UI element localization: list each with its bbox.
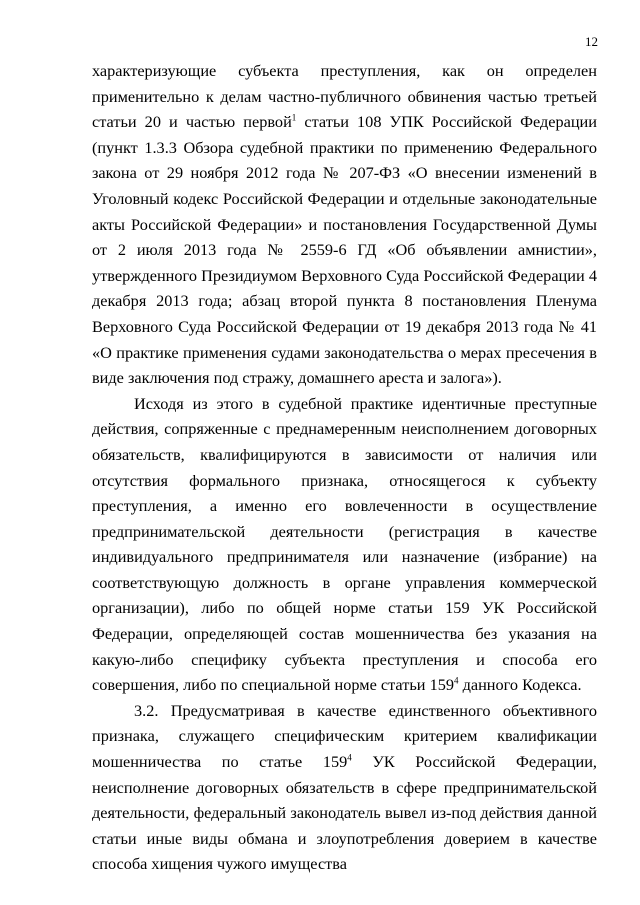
paragraph: [92, 391, 597, 698]
body-text: [92, 58, 597, 877]
superscript: 4: [347, 752, 352, 763]
paragraph: [92, 698, 597, 877]
paragraph-text: характеризующие субъекта преступления, как он определен применительно к делам частно-публичного обвинения частью третьей статьи 20 и частью первой: [92, 61, 597, 132]
superscript: 1: [291, 112, 297, 123]
paragraph-text: статьи 108 УПК Российской Федерации (пункт 1.3.3 Обзора судебной практики по применению Федерального закона от 29 ноября 2012 года № 207-ФЗ «О внесении изменений в Уголовный кодекс Российской Федерации и отдельные законодательные акты Российской Федерации» и постановления Государственной Думы от 2 июля 2013 года № 2559-6 ГД «Об объявлении амнистии», утвержденного Президиумом Верховного Суда Российской Федерации 4 декабря 2013 года; абзац второй пункта 8 постановления Пленума Верховного Суда Российской Федерации от 19 декабря 2013 года № 41 «О практике применения судами законодательства о мерах пресечения в виде заключения под стражу, домашнего ареста и залога»).: [92, 112, 597, 388]
paragraph-text: данного Кодекса.: [458, 675, 582, 695]
page-number: 12: [585, 34, 598, 49]
paragraph-text: 3.2. Предусматривая в качестве единственного объективного признака, служащего специфическим критерием квалификации мошенничества по статье 159: [92, 700, 597, 772]
superscript: 4: [454, 675, 459, 686]
paragraph-text: УК Российской Федерации, неисполнение договорных обязательств в сфере предпринимательской деятельности, федеральный законодатель вывел из-под действия данной статьи иные виды обмана и злоупотребления доверием в качестве способа хищения чужого имущества: [92, 752, 598, 874]
paragraph: [92, 58, 597, 391]
paragraph-text: Исходя из этого в судебной практике идентичные преступные действия, сопряженные с преднамеренным неисполнением договорных обязательств, квалифицируются в зависимости от наличия или отсутствия формального признака, относящегося к субъекту преступления, а именно его вовлеченности в осуществление предпринимательской деятельности (регистрация в качестве индивидуального предпринимателя или назначение (избрание) на соответствующую должность в органе управления коммерческой организации), либо по общей норме статьи 159 УК Российской Федерации, определяющей состав мошенничества без указания на какую-либо специфику субъекта преступления и способа его совершения, либо по специальной норме статьи 159: [92, 393, 597, 695]
